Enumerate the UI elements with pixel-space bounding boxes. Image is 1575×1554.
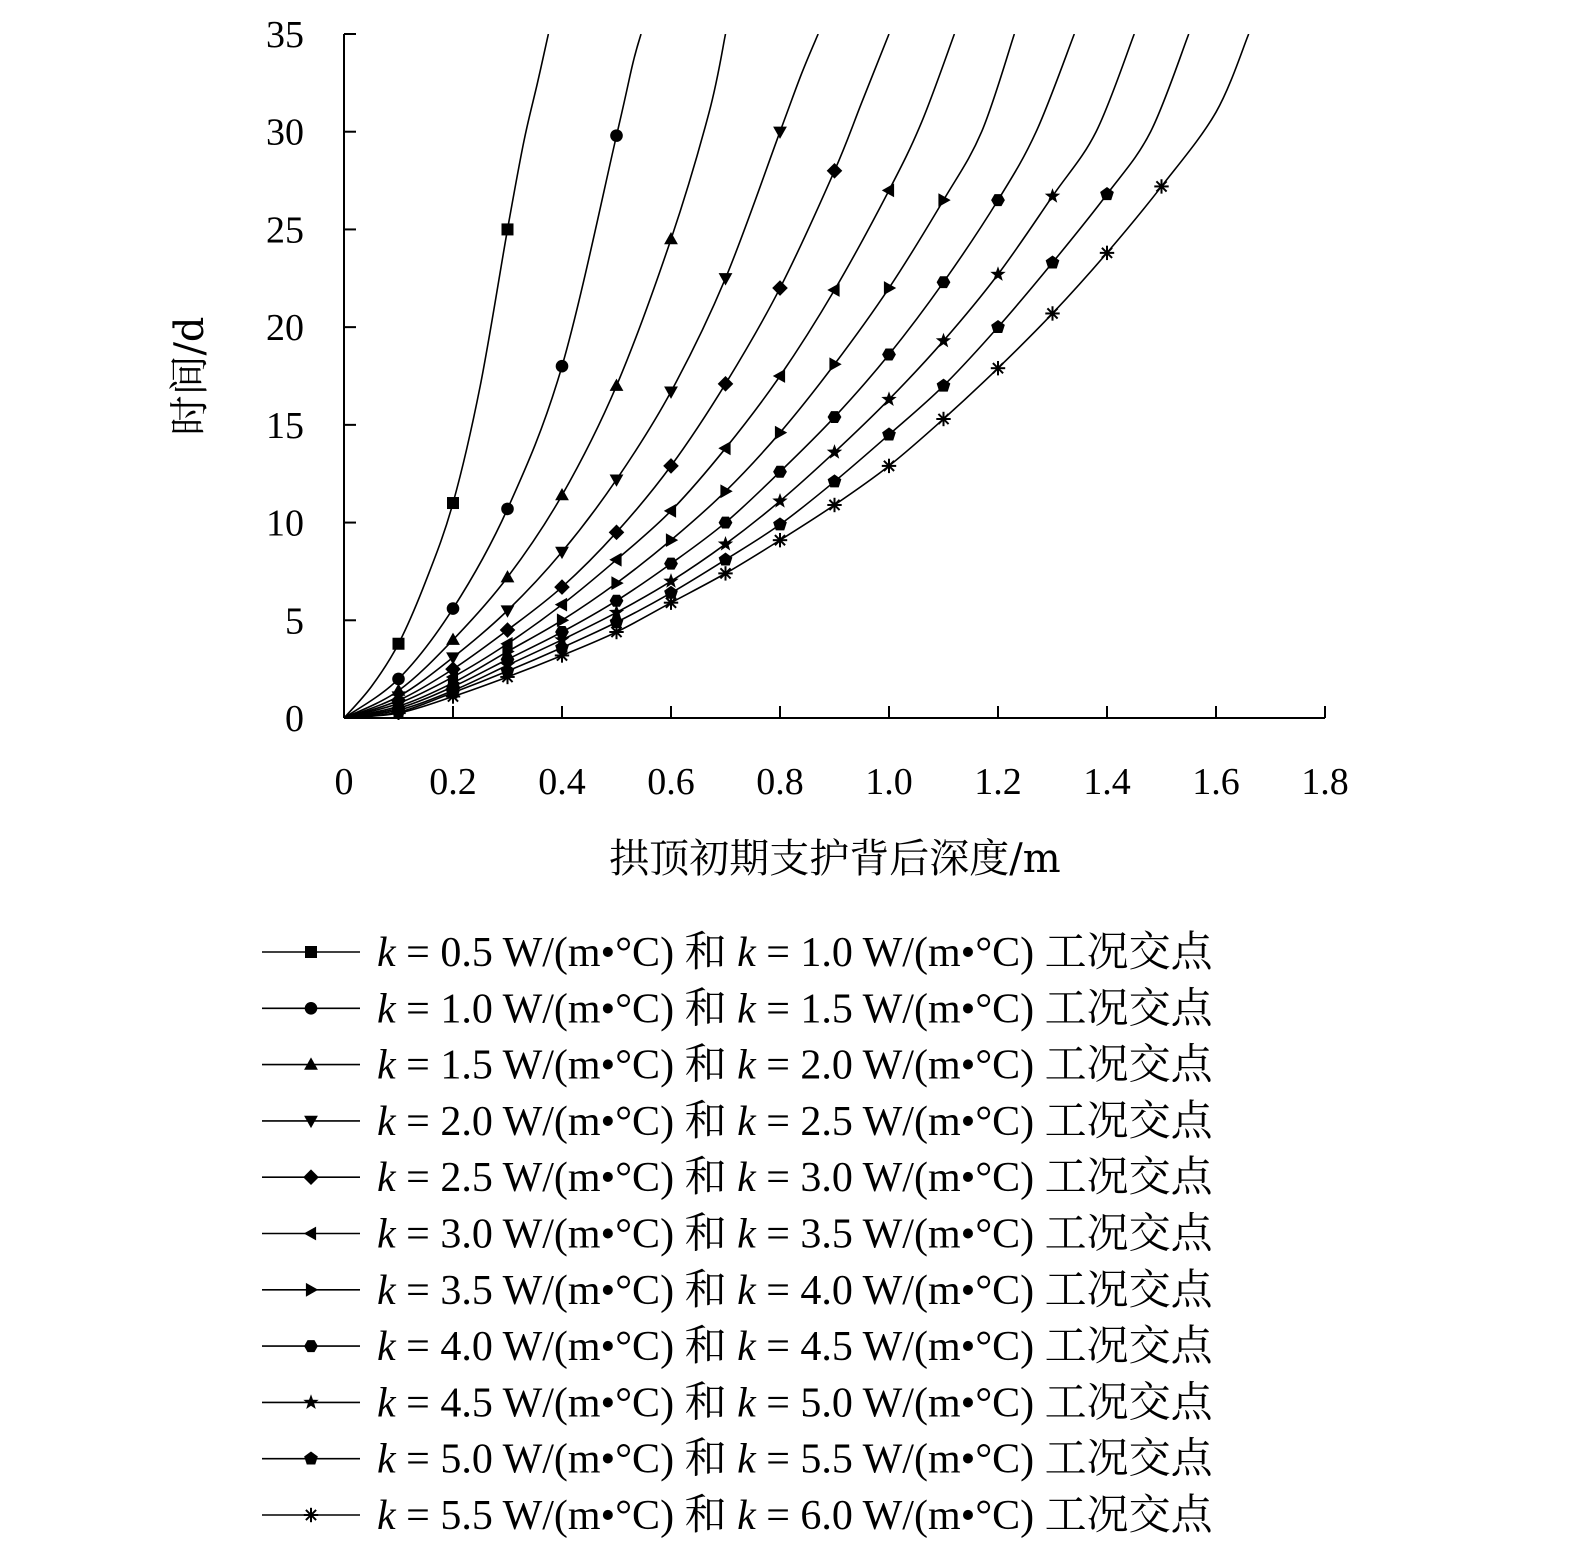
legend-label: k = 4.0 W/(m•°C) 和 k = 4.5 W/(m•°C) 工况交点 [377, 1324, 1213, 1371]
data-point [773, 517, 787, 530]
data-point [882, 183, 894, 197]
x-tick-label: 1.2 [974, 761, 1022, 803]
series-8 [344, 34, 1074, 718]
data-point [827, 163, 843, 179]
legend-marker [305, 946, 317, 958]
series-line [344, 34, 641, 718]
data-point [392, 673, 405, 686]
data-point [1045, 188, 1060, 203]
legend-marker [304, 1340, 318, 1352]
legend-entry [262, 1212, 1214, 1258]
data-point [773, 369, 785, 383]
data-point [990, 266, 1005, 281]
series-4 [344, 34, 818, 718]
data-point [827, 498, 841, 512]
x-tick-label: 1.8 [1301, 761, 1349, 803]
data-point [446, 689, 460, 703]
data-point [555, 488, 569, 500]
data-point [556, 360, 569, 373]
legend-marker [303, 1394, 318, 1409]
data-point [884, 281, 896, 295]
data-point [447, 497, 459, 509]
data-point [829, 357, 841, 371]
legend-label: k = 2.5 W/(m•°C) 和 k = 3.0 W/(m•°C) 工况交点 [377, 1155, 1213, 1202]
legend-label: k = 4.5 W/(m•°C) 和 k = 5.0 W/(m•°C) 工况交点 [377, 1380, 1213, 1427]
legend-entry [262, 986, 1214, 1032]
series-line [344, 34, 818, 718]
y-tick-label: 10 [266, 502, 304, 545]
legend-entry [262, 1043, 1214, 1089]
data-point [882, 459, 896, 473]
series-line [344, 34, 1134, 718]
axes [344, 34, 1325, 718]
series-2 [344, 34, 641, 718]
data-point [773, 127, 787, 139]
series-11 [344, 34, 1249, 720]
y-tick-label: 5 [285, 600, 304, 643]
legend-label: k = 5.5 W/(m•°C) 和 k = 6.0 W/(m•°C) 工况交点 [377, 1493, 1213, 1539]
series-line [344, 34, 726, 718]
data-point [555, 648, 569, 662]
legend-marker [304, 1452, 318, 1465]
data-point [447, 602, 460, 615]
legend-label: k = 3.0 W/(m•°C) 和 k = 3.5 W/(m•°C) 工况交点 [377, 1211, 1213, 1258]
series-3 [344, 34, 726, 718]
data-point [991, 194, 1005, 206]
y-tick-label: 20 [266, 307, 304, 350]
data-point [663, 458, 679, 474]
series-line [344, 34, 1189, 718]
legend-label: k = 0.5 W/(m•°C) 和 k = 1.0 W/(m•°C) 工况交点 [377, 930, 1213, 976]
data-point [718, 566, 732, 580]
data-point [1100, 246, 1114, 260]
data-point [393, 638, 405, 650]
legend-entry [262, 1493, 1214, 1539]
y-axis-title: 时间/d [167, 316, 213, 436]
x-tick-label: 0.8 [756, 761, 804, 803]
data-point [610, 379, 624, 391]
legend-entry [262, 1437, 1214, 1483]
legend-marker [306, 1283, 318, 1297]
data-point [664, 387, 678, 399]
legend-marker [304, 1116, 318, 1128]
data-point [500, 670, 514, 684]
legend-marker [305, 1002, 318, 1015]
data-point [500, 622, 516, 638]
data-point [882, 349, 896, 361]
data-point [991, 361, 1005, 375]
x-tick-label: 0.6 [647, 761, 695, 803]
x-tick-label: 0 [334, 761, 354, 803]
legend [262, 930, 1214, 1539]
data-point [936, 412, 950, 426]
x-tick-label: 1.0 [865, 761, 913, 803]
x-ticks [335, 706, 1349, 803]
y-tick-label: 0 [285, 698, 304, 740]
data-point [718, 376, 734, 392]
y-ticks [266, 14, 356, 740]
data-point [719, 553, 733, 566]
legend-marker [304, 1508, 318, 1522]
legend-label: k = 3.5 W/(m•°C) 和 k = 4.0 W/(m•°C) 工况交点 [377, 1267, 1213, 1314]
series-1 [344, 34, 548, 718]
data-point [1045, 306, 1059, 320]
data-point [502, 223, 514, 235]
data-point [664, 595, 678, 609]
legend-label: k = 1.5 W/(m•°C) 和 k = 2.0 W/(m•°C) 工况交点 [377, 1042, 1213, 1089]
data-point [664, 232, 678, 244]
legend-marker [304, 1057, 318, 1069]
legend-marker [303, 1169, 319, 1185]
data-point [827, 283, 839, 297]
x-tick-label: 0.2 [429, 761, 477, 803]
data-point [828, 474, 842, 487]
series-10 [344, 34, 1189, 718]
x-axis-title: 拱顶初期支护背后深度/m [609, 836, 1061, 882]
legend-entry [262, 1380, 1214, 1426]
legend-entry [262, 1099, 1214, 1145]
data-point [610, 129, 623, 142]
legend-entry [262, 1324, 1214, 1370]
x-tick-label: 1.6 [1192, 761, 1240, 803]
data-point [557, 613, 569, 627]
series-line [344, 34, 1249, 718]
data-point [937, 276, 951, 288]
data-point [1154, 179, 1168, 193]
data-point [772, 280, 788, 296]
series-line [344, 34, 1074, 718]
y-tick-label: 30 [266, 111, 304, 154]
legend-marker [304, 1227, 316, 1241]
legend-label: k = 2.0 W/(m•°C) 和 k = 2.5 W/(m•°C) 工况交点 [377, 1098, 1213, 1145]
plot-area [344, 34, 1249, 720]
data-point [663, 573, 678, 588]
data-point [938, 193, 950, 207]
series-line [344, 34, 548, 718]
y-tick-label: 15 [266, 404, 304, 447]
data-point [609, 625, 623, 639]
data-point [719, 273, 733, 285]
x-tick-label: 1.4 [1083, 761, 1131, 803]
data-point [773, 533, 787, 547]
y-tick-label: 25 [266, 209, 304, 252]
legend-label: k = 5.0 W/(m•°C) 和 k = 5.5 W/(m•°C) 工况交点 [377, 1436, 1213, 1483]
data-point [775, 426, 787, 440]
data-point [610, 474, 624, 486]
legend-entry [262, 1155, 1214, 1201]
legend-label: k = 1.0 W/(m•°C) 和 k = 1.5 W/(m•°C) 工况交点 [377, 986, 1213, 1033]
data-point [501, 503, 514, 516]
legend-entry [262, 930, 1214, 976]
y-tick-label: 35 [266, 14, 304, 56]
series-9 [344, 34, 1134, 718]
x-tick-label: 0.4 [538, 761, 586, 803]
legend-entry [262, 1268, 1214, 1314]
data-point [718, 441, 730, 455]
